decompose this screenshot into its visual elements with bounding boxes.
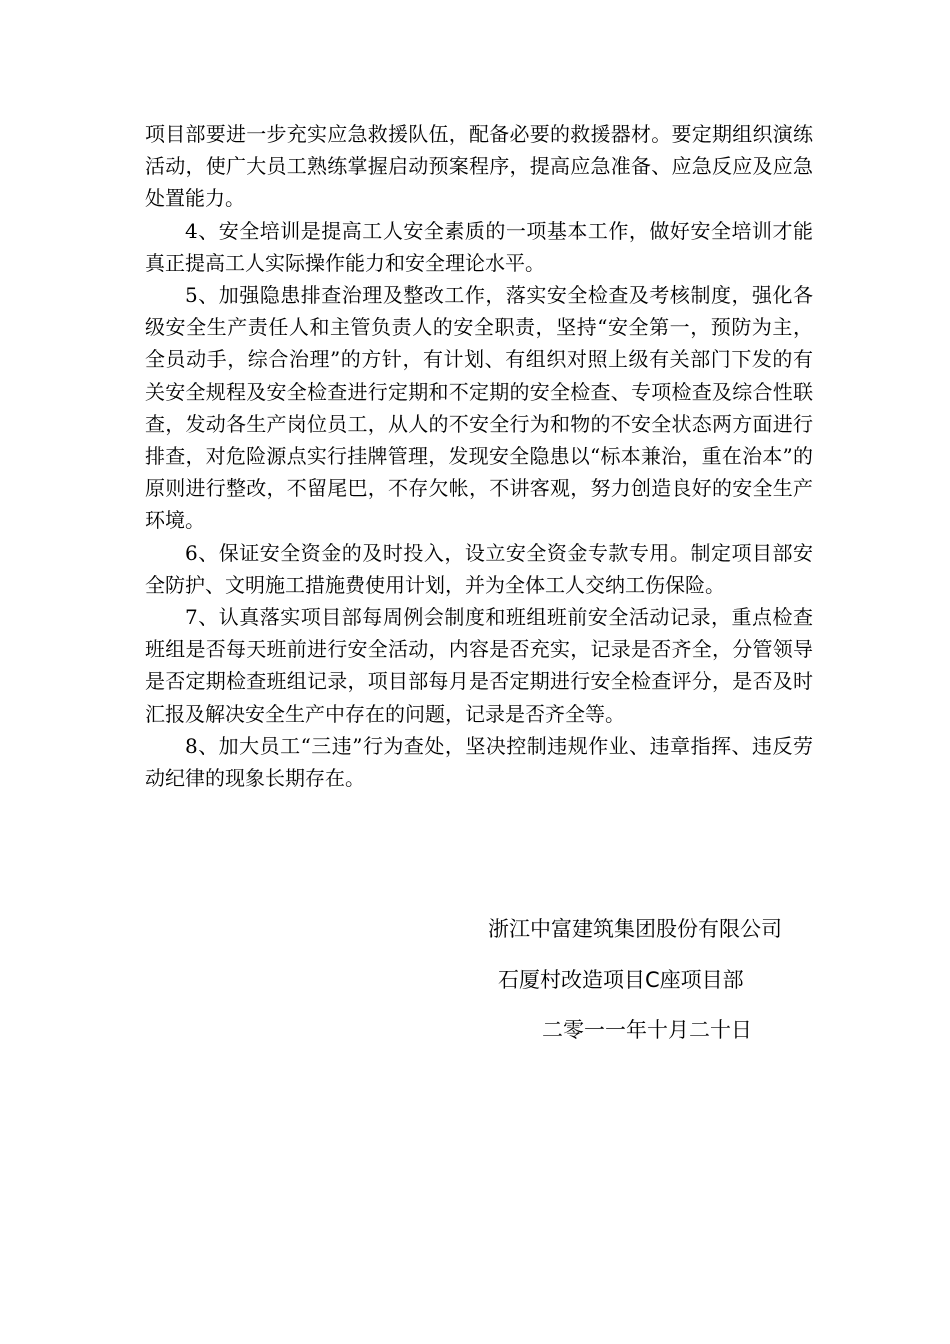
paragraph-item-4: 4、安全培训是提高工人安全素质的一项基本工作，做好安全培训才能真正提高工人实际操作能力和安全理论水平。 [145, 218, 813, 275]
paragraph-item-8: 8、加大员工“三违”行为查处，坚决控制违规作业、违章指挥、违反劳动纪律的现象长期存在。 [145, 733, 813, 791]
signature-department: 石厦村改造项目C座项目部 [498, 968, 744, 992]
paragraph-emergency-rescue: 项目部要进一步充实应急救援队伍，配备必要的救援器材。要定期组织演练活动，使广大员工熟练掌握启动预案程序，提高应急准备、应急反应及应急处置能力。 [145, 122, 813, 211]
paragraph-item-6: 6、保证安全资金的及时投入，设立安全资金专款专用。制定项目部安全防护、文明施工措施费使用计划，并为全体工人交纳工伤保险。 [145, 540, 813, 597]
document-body [145, 118, 813, 794]
signature-date: 二零一一年十月二十日 [542, 1018, 752, 1042]
paragraph-item-7: 7、认真落实项目部每周例会制度和班组班前安全活动记录，重点检查班组是否每天班前进行安全活动，内容是否充实，记录是否齐全，分管领导是否定期检查班组记录，项目部每月是否定期进行安全检查评分，是否及时汇报及解决安全生产中存在的问题，记录是否齐全等。 [145, 605, 813, 726]
paragraph-item-5: 5、加强隐患排查治理及整改工作，落实安全检查及考核制度，强化各级安全生产责任人和主管负责人的安全职责，坚持“安全第一，预防为主，全员动手，综合治理”的方针，有计划、有组织对照上级有关部门下发的有关安全规程及安全检查进行定期和不定期的安全检查、专项检查及综合性联查，发动各生产岗位员工，从人的不安全行为和物的不安全状态两方面进行排查，对危险源点实行挂牌管理，发现安全隐患以“标本兼治，重在治本”的原则进行整改，不留尾巴，不存欠帐，不讲客观，努力创造良好的安全生产环境。 [145, 283, 813, 533]
signature-company: 浙江中富建筑集团股份有限公司 [488, 917, 782, 941]
